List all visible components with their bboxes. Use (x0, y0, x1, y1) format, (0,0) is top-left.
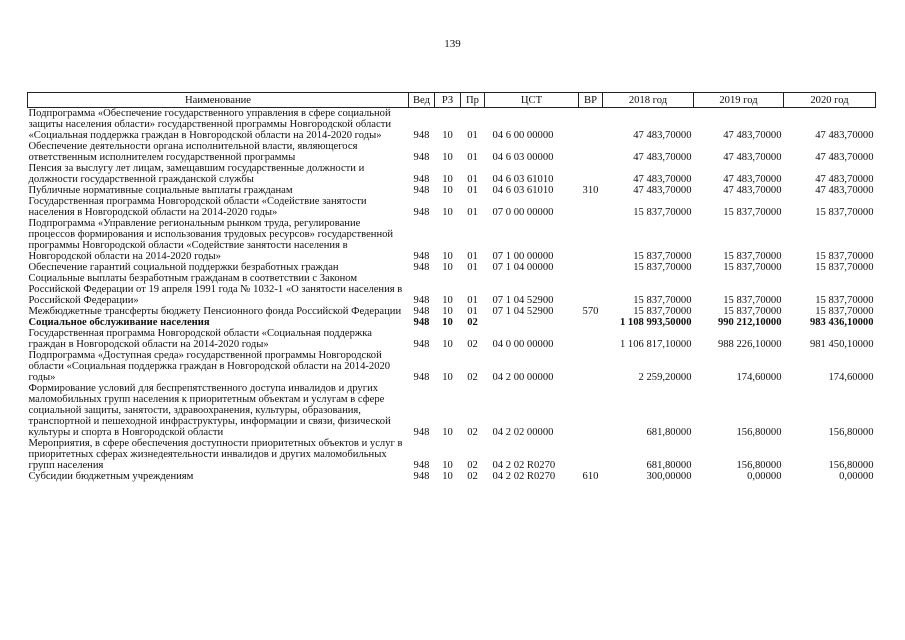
table-cell-2019: 15 837,70000 (723, 207, 782, 218)
header-2020: 2020 год (784, 93, 876, 108)
table-cell-rz: 10 (442, 251, 453, 262)
table-cell-vr (579, 273, 603, 306)
table-cell-2019: 990 212,10000 (717, 317, 782, 328)
table-cell-name: Государственная программа Новгородской области «Содействие занятости населения в Новгородской области на 2014-2020 годы» (28, 196, 367, 218)
table-cell-2018: 47 483,70000 (633, 174, 692, 185)
table-cell-2019: 156,80000 (736, 460, 782, 471)
table-cell-cst: 07 1 04 52900 (492, 306, 554, 317)
table-cell-2020: 981 450,10000 (809, 339, 874, 350)
table-cell-vr (579, 438, 603, 471)
table-row (28, 306, 876, 317)
table-cell-ved: 948 (413, 471, 430, 482)
table-cell-pr: 01 (467, 130, 478, 141)
table-cell-2020: 47 483,70000 (815, 185, 874, 196)
table-row (28, 471, 876, 482)
header-name: Наименование (28, 93, 409, 108)
table-cell-cst: 04 6 03 00000 (492, 152, 554, 163)
table-cell-vr (579, 196, 603, 218)
table-cell-vr (579, 163, 603, 185)
table-cell-vr (579, 108, 603, 142)
table-cell-2019: 988 226,10000 (717, 339, 782, 350)
table-cell-rz: 10 (442, 185, 453, 196)
table-cell-rz: 10 (442, 317, 453, 328)
table-cell-2020: 0,00000 (839, 471, 874, 482)
table-cell-rz: 10 (442, 130, 453, 141)
table-cell-rz: 10 (442, 262, 453, 273)
table-cell-2019: 47 483,70000 (723, 174, 782, 185)
table-cell-name: Социальное обслуживание населения (28, 317, 210, 328)
table-cell-cst: 07 1 04 52900 (492, 295, 554, 306)
table-row (28, 185, 876, 196)
table-cell-ved: 948 (413, 152, 430, 163)
table-cell-pr: 01 (467, 152, 478, 163)
table-cell-cst: 07 0 00 00000 (492, 207, 554, 218)
table-cell-rz: 10 (442, 174, 453, 185)
table-cell-name: Обеспечение деятельности органа исполнительной власти, являющегося ответственным исполнителем государственной программы (28, 141, 358, 163)
table-cell-ved: 948 (413, 460, 430, 471)
table-cell-2018: 47 483,70000 (633, 185, 692, 196)
table-cell-name: Подпрограмма «Доступная среда» государственной программы Новгородской области «Социальная поддержка граждан в Новгородской области на 2014-2020 годы» (28, 350, 391, 383)
table-cell-cst (485, 317, 579, 328)
table-cell-ved: 948 (413, 427, 430, 438)
table-cell-2019: 15 837,70000 (723, 295, 782, 306)
table-cell-vr (579, 317, 603, 328)
table-cell-pr: 01 (467, 207, 478, 218)
table-cell-2019: 15 837,70000 (723, 306, 782, 317)
header-pr: Пр (461, 93, 485, 108)
table-cell-rz: 10 (442, 372, 453, 383)
table-cell-pr: 02 (467, 317, 478, 328)
table-cell-cst: 04 0 00 00000 (492, 339, 554, 350)
table-cell-2018: 2 259,20000 (638, 372, 692, 383)
table-cell-2020: 47 483,70000 (815, 130, 874, 141)
table-cell-2020: 15 837,70000 (815, 207, 874, 218)
table-cell-2018: 1 108 993,50000 (619, 317, 692, 328)
table-cell-2019: 0,00000 (747, 471, 782, 482)
table-cell-2018: 47 483,70000 (633, 130, 692, 141)
table-cell-pr: 02 (467, 460, 478, 471)
table-cell-2020: 15 837,70000 (815, 306, 874, 317)
table-cell-2019: 47 483,70000 (723, 152, 782, 163)
table-cell-vr: 610 (582, 471, 599, 482)
table-row (28, 438, 876, 471)
table-cell-ved: 948 (413, 317, 430, 328)
table-cell-2019: 47 483,70000 (723, 130, 782, 141)
header-ved: Вед (409, 93, 435, 108)
table-cell-2018: 681,80000 (646, 427, 692, 438)
table-cell-cst: 07 1 00 00000 (492, 251, 554, 262)
table-cell-name: Пенсия за выслугу лет лицам, замещавшим государственные должности и должности государственной гражданской службы (28, 163, 365, 185)
table-cell-name: Государственная программа Новгородской области «Социальная поддержка граждан в Новгородской области на 2014-2020 годы» (28, 328, 372, 350)
table-cell-2019: 47 483,70000 (723, 185, 782, 196)
table-cell-2020: 156,80000 (828, 460, 874, 471)
table-cell-vr: 570 (582, 306, 599, 317)
table-cell-vr (579, 262, 603, 273)
table-cell-vr (579, 218, 603, 262)
table-cell-ved: 948 (413, 339, 430, 350)
table-cell-ved: 948 (413, 174, 430, 185)
table-cell-2018: 15 837,70000 (633, 262, 692, 273)
header-vr: ВР (579, 93, 603, 108)
table-cell-ved: 948 (413, 306, 430, 317)
table-cell-2019: 174,60000 (736, 372, 782, 383)
table-cell-rz: 10 (442, 427, 453, 438)
table-cell-2018: 15 837,70000 (633, 306, 692, 317)
table-row (28, 196, 876, 218)
table-cell-ved: 948 (413, 262, 430, 273)
table-header-row (28, 93, 876, 108)
table-cell-ved: 948 (413, 372, 430, 383)
table-row (28, 317, 876, 328)
table-cell-cst: 04 2 02 R0270 (492, 460, 556, 471)
table-cell-cst: 04 2 02 R0270 (492, 471, 556, 482)
table-cell-rz: 10 (442, 339, 453, 350)
table-cell-name: Мероприятия, в сфере обеспечения доступности приоритетных объектов и услуг в приоритетных сферах жизнедеятельности инвалидов и других маломобильных групп населения (28, 438, 403, 471)
header-2018: 2018 год (603, 93, 694, 108)
header-2019: 2019 год (694, 93, 784, 108)
table-cell-2018: 681,80000 (646, 460, 692, 471)
table-cell-2020: 15 837,70000 (815, 262, 874, 273)
table-cell-rz: 10 (442, 295, 453, 306)
table-cell-name: Обеспечение гарантий социальной поддержки безработных граждан (28, 262, 339, 273)
table-cell-name: Формирование условий для беспрепятственного доступа инвалидов и других маломобильных групп населения к приоритетным объектам и услугам в сфере социальной защиты, занятости, здравоохранения, культуры, образования, транспортной и пешеходной инфраструктуры, информации и связи, физической культуры и спорта в Новгородской области (28, 383, 391, 438)
table-cell-rz: 10 (442, 306, 453, 317)
page-number: 139 (444, 38, 461, 50)
table-cell-pr: 01 (467, 185, 478, 196)
table-cell-cst: 07 1 04 00000 (492, 262, 554, 273)
table-cell-vr: 310 (582, 185, 599, 196)
table-cell-ved: 948 (413, 295, 430, 306)
table-row (28, 383, 876, 438)
table-cell-2020: 15 837,70000 (815, 295, 874, 306)
table-row (28, 350, 876, 383)
table-cell-2018: 15 837,70000 (633, 251, 692, 262)
table-cell-pr: 01 (467, 306, 478, 317)
table-row (28, 262, 876, 273)
table-cell-pr: 01 (467, 251, 478, 262)
table-cell-name: Подпрограмма «Управление региональным рынком труда, регулирование процессов формирования и использования трудовых ресурсов» государственной программы Новгородской области «Содействие занятости населения в Новгородской области на 2014-2020 годы» (28, 218, 394, 262)
table-cell-2018: 1 106 817,10000 (619, 339, 692, 350)
table-cell-vr (579, 328, 603, 350)
table-cell-rz: 10 (442, 460, 453, 471)
table-cell-pr: 01 (467, 262, 478, 273)
table-row (28, 108, 876, 142)
table-cell-vr (579, 350, 603, 383)
table-cell-name: Социальные выплаты безработным гражданам в соответствии с Законом Российской Федерации от 19 апреля 1991 года № 1032-1 «О занятости населения в Российской Федерации» (28, 273, 403, 306)
table-cell-cst: 04 6 03 61010 (492, 185, 554, 196)
table-cell-pr: 02 (467, 471, 478, 482)
table-cell-cst: 04 6 03 61010 (492, 174, 554, 185)
table-row (28, 163, 876, 185)
table-cell-2020: 983 436,10000 (809, 317, 874, 328)
table-cell-2019: 15 837,70000 (723, 251, 782, 262)
table-cell-name: Подпрограмма «Обеспечение государственного управления в сфере социальной защиты населения области» государственной программы Новгородской области «Социальная поддержка граждан в Новгородской области на 2014-2020 годы» (28, 108, 391, 141)
table-cell-pr: 02 (467, 427, 478, 438)
table-cell-2019: 156,80000 (736, 427, 782, 438)
table-row (28, 273, 876, 306)
table-cell-2018: 15 837,70000 (633, 295, 692, 306)
table-cell-pr: 01 (467, 295, 478, 306)
table-cell-2018: 47 483,70000 (633, 152, 692, 163)
table-cell-ved: 948 (413, 130, 430, 141)
table-cell-name: Субсидии бюджетным учреждениям (28, 471, 194, 482)
budget-table (27, 92, 876, 482)
table-cell-2020: 47 483,70000 (815, 152, 874, 163)
table-cell-rz: 10 (442, 207, 453, 218)
table-cell-2018: 300,00000 (646, 471, 692, 482)
table-row (28, 328, 876, 350)
table-cell-pr: 02 (467, 372, 478, 383)
table-cell-pr: 02 (467, 339, 478, 350)
table-cell-vr (579, 383, 603, 438)
table-cell-2020: 156,80000 (828, 427, 874, 438)
table-cell-2020: 174,60000 (828, 372, 874, 383)
table-cell-name: Публичные нормативные социальные выплаты гражданам (28, 185, 293, 196)
table-row (28, 218, 876, 262)
table-cell-ved: 948 (413, 207, 430, 218)
header-cst: ЦСТ (485, 93, 579, 108)
table-cell-ved: 948 (413, 185, 430, 196)
table-cell-2020: 47 483,70000 (815, 174, 874, 185)
header-rz: РЗ (435, 93, 461, 108)
table-cell-2019: 15 837,70000 (723, 262, 782, 273)
table-cell-cst: 04 6 00 00000 (492, 130, 554, 141)
table-cell-ved: 948 (413, 251, 430, 262)
table-cell-rz: 10 (442, 152, 453, 163)
table-cell-2020: 15 837,70000 (815, 251, 874, 262)
table-cell-2018: 15 837,70000 (633, 207, 692, 218)
table-cell-vr (579, 141, 603, 163)
table-cell-name: Межбюджетные трансферты бюджету Пенсионного фонда Российской Федерации (28, 306, 402, 317)
table-row (28, 141, 876, 163)
table-cell-pr: 01 (467, 174, 478, 185)
table-cell-rz: 10 (442, 471, 453, 482)
table-cell-cst: 04 2 00 00000 (492, 372, 554, 383)
table-cell-cst: 04 2 02 00000 (492, 427, 554, 438)
